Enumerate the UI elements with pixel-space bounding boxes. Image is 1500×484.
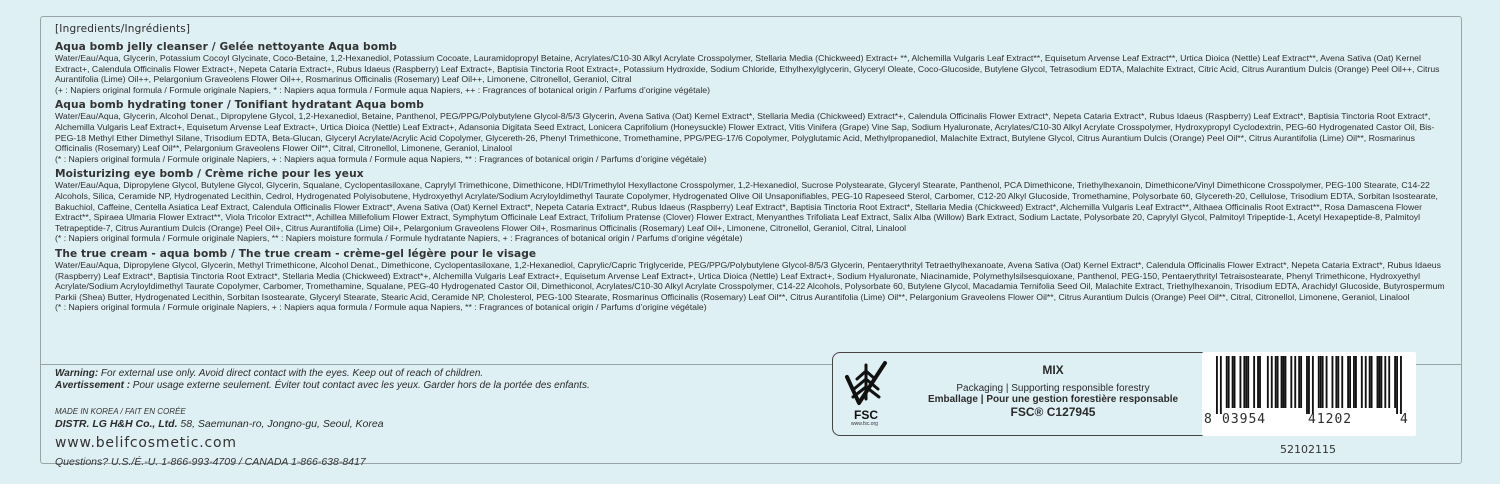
distributor-name: DISTR. LG H&H Co., Ltd. xyxy=(55,418,178,430)
ingredients-section xyxy=(55,23,1449,317)
barcode-bar xyxy=(1341,356,1343,408)
barcode-bar xyxy=(1377,356,1379,408)
avertissement-label: Avertissement : xyxy=(55,380,131,391)
product-title: Aqua bomb hydrating toner / Tonifiant hydratant Aqua bomb xyxy=(55,99,424,112)
barcode-bar xyxy=(1384,356,1386,408)
avertissement-line xyxy=(55,380,590,392)
item-code: 52102115 xyxy=(1280,443,1336,456)
barcode-bars xyxy=(1216,356,1402,414)
barcode-bar xyxy=(1312,356,1314,414)
barcode-bar xyxy=(1369,356,1371,408)
warning-line xyxy=(55,368,590,380)
barcode-bar xyxy=(1247,356,1249,408)
barcode-bar xyxy=(1300,356,1302,408)
barcode-bar xyxy=(1220,356,1222,414)
ingredient-list: Water/Eau/Aqua, Dipropylene Glycol, Glycerin, Methyl Trimethicone, Alcohol Denat., Dimethicone, Cyclopentasiloxane, 1,2-Hexanediol, Caprylic/Capric Triglyceride, PEG/PPG/Polybutylene Glycol-8/5/3 Glycerin, Pentaerythrityl Tetraethylhexanoate, Avena Sativa (Oat) Kernel Extract*, Calendula Officinalis Flower Extract*, Nepeta Cataria Extract*, Rubus Idaeus (Raspberry) Leaf Extract*, Baptisia Tinctoria Root Extract*, Stellaria Media (Chickweed) Extract*+, Alchemilla Vulgaris Leaf Extract+, Equisetum Arvense Leaf Extract+, Urtica Dioica (Nettle) Leaf Extract+, Sodium Hyaluronate, Niacinamide, Polymethylsilsesquioxane, Panthenol, PEG-150, Pentaerythrityl Tetraisostearate, Phenyl Trimethicone, Hydroxyethyl Acrylate/Sodium Acryloyldimethyl Taurate Copolymer, Carbomer, Tromethamine, Squalane, PEG-40 Hydrogenated Castor Oil, Dimethiconol, Acrylates/C10-30 Alkyl Acrylate Crosspolymer, C14-22 Alcohols, Polysorbate 60, Butylene Glycol, Macadamia Ternifolia Seed Oil, Malachite Extract, Triethylhexanoin, Trisodium EDTA, Arachidyl Glucoside, Butyrospermum Parkii (Shea) Butter, Hydrogenated Lecithin, Sorbitan Isostearate, Glyceryl Stearate, Stearic Acid, Ceramide NP, Cholesterol, PEG-100 Stearate, Rosmarinus Officinalis (Rosemary) Leaf Oil**, Citrus Aurantifolia (Lime) Oil**, Pelargonium Graveolens Flower Oil**, Citrus Aurantium Dulcis (Orange) Peel Oil**, Citral, Citronellol, Limonene, Geraniol, Linalool xyxy=(55,259,1445,302)
barcode-bar xyxy=(1285,356,1287,408)
product-title: The true cream - aqua bomb / The true cream - crème-gel légère pour le visage xyxy=(55,247,537,260)
barcode-bar xyxy=(1298,356,1300,408)
website-link[interactable]: www.belifcosmetic.com xyxy=(55,435,237,451)
barcode-bar xyxy=(1308,356,1310,414)
barcode-bar xyxy=(1267,356,1269,408)
barcode-bar xyxy=(1318,356,1320,408)
fsc-emballage-line: Emballage | Pour une gestion forestière responsable xyxy=(927,394,1179,405)
fsc-mix-label: MIX xyxy=(1042,363,1064,377)
product-title: Moisturizing eye bomb / Crème riche pour les yeux xyxy=(55,168,364,181)
product-section xyxy=(55,41,1449,95)
ingredient-list: Water/Eau/Aqua, Glycerin, Potassium Cocoyl Glycinate, Coco-Betaine, 1,2-Hexanediol, Potassium Cocoate, Lauramidopropyl Betaine, Acrylates/C10-30 Alkyl Acrylate Crosspolymer, Stellaria Media (Chickweed) Extract+ **, Alchemilla Vulgaris Leaf Extract**, Equisetum Arvense Leaf Extract**, Urtica Dioica (Nettle) Leaf Extract**, Avena Sativa (Oat) Kernel Extract+, Calendula Officinalis Flower Extract+, Nepeta Cataria Extract+, Rubus Idaeus (Raspberry) Leaf Extract+, Baptisia Tinctoria Root Extract+, Potassium Hydroxide, Sodium Chloride, Ethylhexylglycerin, Glyceryl Oleate, Coco-Glucoside, Butylene Glycol, Tetrasodium EDTA, Malachite Extract, Citric Acid, Citrus Aurantium Dulcis (Orange) Peel Oil++, Citrus Aurantifolia (Lime) Oil++, Pelargonium Graveolens Flower Oil++, Rosmarinus Officinalis (Rosemary) Leaf Oil++, Limonene, Citronellol, Geraniol, Citral xyxy=(55,53,1440,85)
barcode-bar xyxy=(1239,356,1241,408)
barcode-bar xyxy=(1290,356,1292,408)
barcode-bar xyxy=(1400,356,1402,414)
barcode-bar xyxy=(1283,356,1285,408)
ingredient-legend: (* : Napiers original formula / Formule originale Napiers, + : Napiers aqua formula / Formule aqua Napiers, ** : Fragrances of botanical origin / Parfums d’origine végétale) xyxy=(55,302,707,313)
product-section xyxy=(55,168,1449,244)
ingredient-list: Water/Eau/Aqua, Dipropylene Glycol, Butylene Glycol, Glycerin, Squalane, Cyclopentasiloxane, Caprylyl Trimethicone, Dimethicone, HDI/Trimethylol Hexyllactone Crosspolymer, 1,2-Hexanediol, Sucrose Polystearate, Glyceryl Stearate, Panthenol, PCA Dimethicone, Triethylhexanoin, Dimethicone/Vinyl Dimethicone Crosspolymer, PEG-100 Stearate, C14-22 Alcohols, Silica, Ceramide NP, Hydrogenated Lecithin, Cedrol, Hydrogenated Polyisobutene, Hydroxyethyl Acrylate/Sodium Acryloyldimethyl Taurate Copolymer, Hydrogenated Olive Oil Unsaponifiables, PEG-10 Rapeseed Sterol, Carbomer, C12-20 Alkyl Glucoside, Tromethamine, Polysorbate 60, Glycereth-20, Cellulose, Trisodium EDTA, Sorbitan Isostearate, Bakuchiol, Caffeine, Centella Asiatica Leaf Extract, Calendula Officinalis Flower Extract*, Avena Sativa (Oat) Kernel Extract*, Nepeta Cataria Extract*, Rubus Idaeus (Raspberry) Leaf Extract*, Baptisia Tinctoria Root Extract*, Stellaria Media (Chickweed) Extract*, Alchemilla Vulgaris Leaf Extract**, Althaea Officinalis Root Extract**, Rosa Damascena Flower Extract**, Spiraea Ulmaria Flower Extract**, Viola Tricolor Extract**, Achillea Millefolium Flower Extract, Symphytum Officinale Leaf Extract, Trifolium Pratense (Clover) Flower Extract, Menyanthes Trifoliata Leaf Extract, Salix Alba (Willow) Bark Extract, Sodium Lactate, Polysorbate 20, Caprylyl Glycol, Palmitoyl Tripeptide-1, Acetyl Hexapeptide-8, Palmitoyl Tetrapeptide-7, Citrus Aurantium Dulcis (Orange) Peel Oil+, Citrus Aurantifolia (Lime) Oil+, Pelargonium Graveolens Flower Oil+, Rosmarinus Officinalis (Rosemary) Leaf Oil+, Limonene, Citronellol, Geraniol, Citral, Linalool xyxy=(55,180,1438,233)
barcode-bar xyxy=(1253,356,1255,408)
fsc-certification-box xyxy=(832,352,1212,436)
barcode-bar xyxy=(1353,356,1355,408)
barcode-bar xyxy=(1349,356,1351,408)
barcode-bar xyxy=(1361,356,1363,408)
ingredient-legend: (+ : Napiers original formula / Formule originale Napiers, * : Napiers aqua formula / Formule aqua Napiers, ++ : Fragrances of botanical origin / Parfums d’origine végétale) xyxy=(55,84,711,95)
barcode-bar xyxy=(1228,356,1230,408)
warning-block xyxy=(55,368,590,392)
phone-numbers: Questions? U.S./É.-U. 1-866-993-4709 / CANADA 1-866-638-8417 xyxy=(55,456,366,468)
barcode-bar xyxy=(1275,356,1277,408)
barcode-bar xyxy=(1245,356,1247,408)
barcode-bar xyxy=(1379,356,1381,408)
barcode-bar xyxy=(1320,356,1322,408)
barcode-bar xyxy=(1277,356,1279,408)
barcode-bar xyxy=(1396,356,1398,414)
barcode-bar xyxy=(1259,356,1261,408)
made-in-text: MADE IN KOREA / FAIT EN CORÉE xyxy=(55,407,186,416)
barcode-bar xyxy=(1294,356,1296,408)
barcode-bar xyxy=(1365,356,1367,408)
warning-label: Warning: xyxy=(55,368,99,379)
barcode-bar xyxy=(1326,356,1328,408)
fsc-text-block xyxy=(897,353,1209,419)
fsc-url: www.fsc.org xyxy=(851,421,878,427)
barcode-digits-right: 41202 xyxy=(1308,412,1353,427)
barcode-bar xyxy=(1216,356,1218,414)
fsc-logo-text: FSC xyxy=(854,408,878,422)
barcode-bar xyxy=(1226,356,1228,408)
barcode-bar xyxy=(1337,356,1339,408)
product-section xyxy=(55,99,1449,164)
barcode-digits-left: 03954 xyxy=(1222,412,1267,427)
barcode-digit-first: 8 xyxy=(1204,412,1212,427)
barcode-bar xyxy=(1371,356,1373,408)
avertissement-text: Pour usage externe seulement. Éviter tout contact avec les yeux. Garder hors de la portée des enfants. xyxy=(130,380,590,391)
ingredient-legend: (* : Napiers original formula / Formule originale Napiers, + : Napiers aqua formula / Formule aqua Napiers, ** : Fragrances of botanical origin / Parfums d’origine végétale) xyxy=(55,153,707,164)
barcode-bar xyxy=(1322,356,1324,408)
barcode xyxy=(1202,352,1416,436)
product-title: Aqua bomb jelly cleanser / Gelée nettoyante Aqua bomb xyxy=(55,41,397,53)
barcode-bar xyxy=(1332,356,1334,408)
barcode-bar xyxy=(1380,356,1382,408)
fsc-packaging-line: Packaging | Supporting responsible forestry xyxy=(956,383,1150,394)
barcode-bar xyxy=(1306,356,1308,414)
fsc-tree-check-icon xyxy=(839,359,893,429)
barcode-bar xyxy=(1257,356,1259,408)
distributor-line xyxy=(55,418,384,430)
barcode-bar xyxy=(1347,356,1349,408)
distributor-address: 58, Saemunan-ro, Jongno-gu, Seoul, Korea xyxy=(177,418,384,430)
ingredient-list: Water/Eau/Aqua, Glycerin, Alcohol Denat., Dipropylene Glycol, 1,2-Hexanediol, Betaine, Panthenol, PEG/PPG/Polybutylene Glycol-8/5/3 Glycerin, Avena Sativa (Oat) Kernel Extract*, Stellaria Media (Chickweed) Extract*+, Calendula Officinalis Flower Extract*, Nepeta Cataria Extract*, Rubus Idaeus (Raspberry) Leaf Extract*, Baptisia Tinctoria Root Extract*, Alchemilla Vulgaris Leaf Extract+, Equisetum Arvense Leaf Extract+, Urtica Dioica (Nettle) Leaf Extract+, Adansonia Digitata Seed Extract, Lonicera Caprifolium (Honeysuckle) Flower Extract, Vitis Vinifera (Grape) Vine Sap, Sodium Hyaluronate, Acrylates/C10-30 Alkyl Acrylate Crosspolymer, Hydroxypropyl Cyclodextrin, PEG-60 Hydrogenated Castor Oil, Bis-PEG-18 Methyl Ether Dimethyl Silane, Trisodium EDTA, Beta-Glucan, Glyceryl Acrylate/Acrylic Acid Copolymer, Glycereth-26, Phenyl Trimethicone, Tromethamine, PPG/PEG-17/6 Copolymer, Polyglutamic Acid, Methylpropanediol, Malachite Extract, Butylene Glycol, Citrus Aurantium Dulcis (Orange) Peel Oil**, Citrus Aurantifolia (Lime) Oil**, Rosmarinus Officinalis (Rosemary) Leaf Oil**, Pelargonium Graveolens Flower Oil**, Citral, Citronellol, Limonene, Geraniol, Linalool xyxy=(55,111,1435,154)
warning-text: For external use only. Avoid direct contact with the eyes. Keep out of reach of children. xyxy=(98,368,484,379)
barcode-bar xyxy=(1243,356,1245,408)
barcode-bar xyxy=(1335,356,1337,408)
barcode-bar xyxy=(1394,356,1396,408)
barcode-bar xyxy=(1234,356,1236,408)
barcode-bar xyxy=(1355,356,1357,408)
barcode-bar xyxy=(1388,356,1390,408)
fsc-license-code: FSC® C127945 xyxy=(1010,405,1096,419)
barcode-bar xyxy=(1271,356,1273,408)
barcode-bar xyxy=(1232,356,1234,408)
ingredient-legend: (* : Napiers original formula / Formule originale Napiers, ** : Napiers moisture formula / Formule hydratante Napiers, + : Fragrances of botanical origin / Parfums d’origine végétale) xyxy=(55,233,743,244)
barcode-digit-last: 4 xyxy=(1400,412,1408,427)
ingredients-header: [Ingredients/Ingrédients] xyxy=(55,23,191,35)
product-section xyxy=(55,248,1449,313)
barcode-bar xyxy=(1281,356,1283,408)
